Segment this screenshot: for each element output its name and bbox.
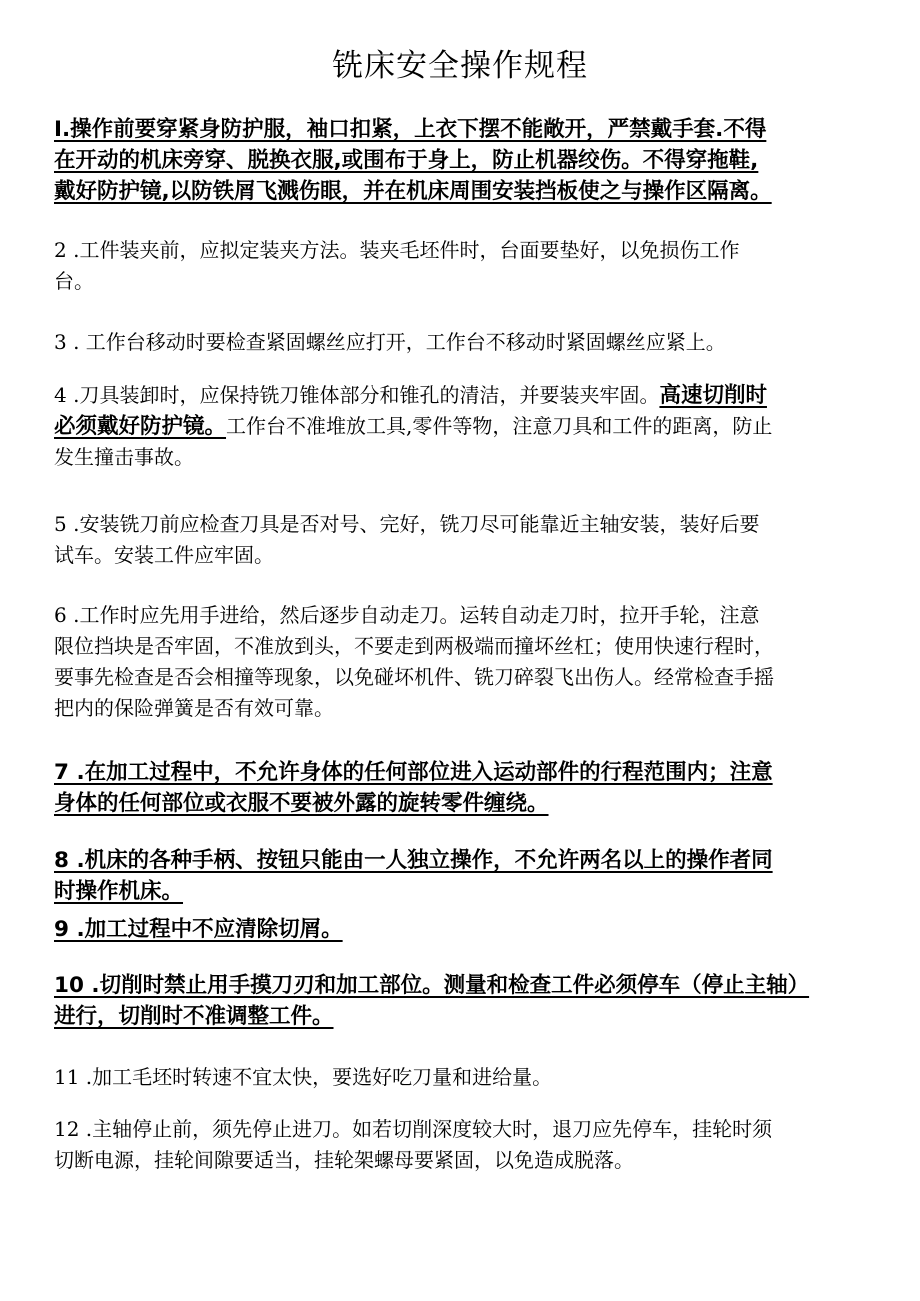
rule-4-line-1 — [54, 380, 890, 411]
rule-3-line-1: 3 . 工作台移动时要检查紧固螺丝应打开，工作台不移动时紧固螺丝应紧上。 — [54, 330, 726, 354]
rule-11 — [54, 1062, 890, 1093]
rule-2-line-2: 台。 — [54, 269, 94, 293]
rule-7 — [54, 757, 890, 819]
page-title: 铣床安全操作规程 — [332, 48, 588, 84]
rule-7-line-1: 7 .在加工过程中，不允许身体的任何部位进入运动部件的行程范围内；注意 — [54, 760, 773, 785]
rule-1-line-2: 在开动的机床旁穿、脱换衣服,或围布于身上，防止机器绞伤。不得穿拖鞋, — [54, 148, 759, 173]
rule-9 — [54, 914, 890, 945]
rule-5-line-1: 5 .安装铣刀前应检查刀具是否对号、完好，铣刀尽可能靠近主轴安装，装好后要 — [54, 512, 760, 536]
rule-6-line-2: 限位挡块是否牢固，不准放到头，不要走到两极端而撞坏丝杠；使用快速行程时， — [54, 634, 774, 658]
rule-2-line-1: 2 .工件装夹前，应拟定装夹方法。装夹毛坯件时，台面要垫好，以免损伤工作 — [54, 238, 740, 262]
rule-10-line-2: 进行，切削时不准调整工件。 — [54, 1004, 334, 1029]
rule-1 — [54, 114, 890, 207]
rule-3 — [54, 327, 890, 358]
rule-12-line-1: 12 .主轴停止前，须先停止进刀。如若切削深度较大时，退刀应先停车，挂轮时须 — [54, 1117, 773, 1141]
rule-12-line-2: 切断电源，挂轮间隙要适当，挂轮架螺母要紧固，以免造成脱落。 — [54, 1148, 634, 1172]
rule-1-line-3: 戴好防护镜,以防铁屑飞溅伤眼，并在机床周围安装挡板使之与操作区隔离。 — [54, 179, 772, 204]
rule-4-line-3: 发生撞击事故。 — [54, 445, 194, 469]
rule-8-line-1: 8 .机床的各种手柄、按钮只能由一人独立操作，不允许两名以上的操作者同 — [54, 848, 773, 873]
rule-8-line-2: 时操作机床。 — [54, 879, 184, 904]
rule-4 — [54, 380, 890, 473]
rule-9-line-1: 9 .加工过程中不应清除切屑。 — [54, 917, 343, 942]
rule-1-line-1: I.操作前要穿紧身防护服，袖口扣紧，上衣下摆不能敞开，严禁戴手套.不得 — [54, 117, 767, 142]
rule-11-line-1: 11 .加工毛坯时转速不宜太快，要选好吃刀量和进给量。 — [54, 1065, 553, 1089]
rule-6-line-4: 把内的保险弹簧是否有效可靠。 — [54, 696, 334, 720]
rule-6 — [54, 600, 890, 724]
rule-8 — [54, 845, 890, 907]
rule-4-line-2-text: 工作台不准堆放工具,零件等物，注意刀具和工件的距离，防止 — [226, 414, 773, 438]
rule-6-line-1: 6 .工作时应先用手进给，然后逐步自动走刀。运转自动走刀时，拉开手轮，注意 — [54, 603, 760, 627]
rule-10-line-1: 10 .切削时禁止用手摸刀刃和加工部位。测量和检查工件必须停车（停止主轴） — [54, 973, 810, 998]
rule-6-line-3: 要事先检查是否会相撞等现象，以免碰坏机件、铣刀碎裂飞出伤人。经常检查手摇 — [54, 665, 774, 689]
rule-4-line-2 — [54, 411, 890, 442]
rule-7-line-2: 身体的任何部位或衣服不要被外露的旋转零件缠绕。 — [54, 791, 549, 816]
rule-4-line-1-text: 4 .刀具装卸时，应保持铣刀锥体部分和锥孔的清洁，并要装夹牢固。 — [54, 383, 660, 407]
rule-4-highlight-1: 高速切削时 — [659, 383, 767, 408]
rule-5 — [54, 509, 890, 571]
rule-12 — [54, 1114, 890, 1176]
rule-5-line-2: 试车。安装工件应牢固。 — [54, 543, 274, 567]
rule-2 — [54, 235, 890, 297]
rule-4-highlight-2: 必须戴好防护镜。 — [54, 414, 227, 439]
rule-10 — [54, 970, 890, 1032]
